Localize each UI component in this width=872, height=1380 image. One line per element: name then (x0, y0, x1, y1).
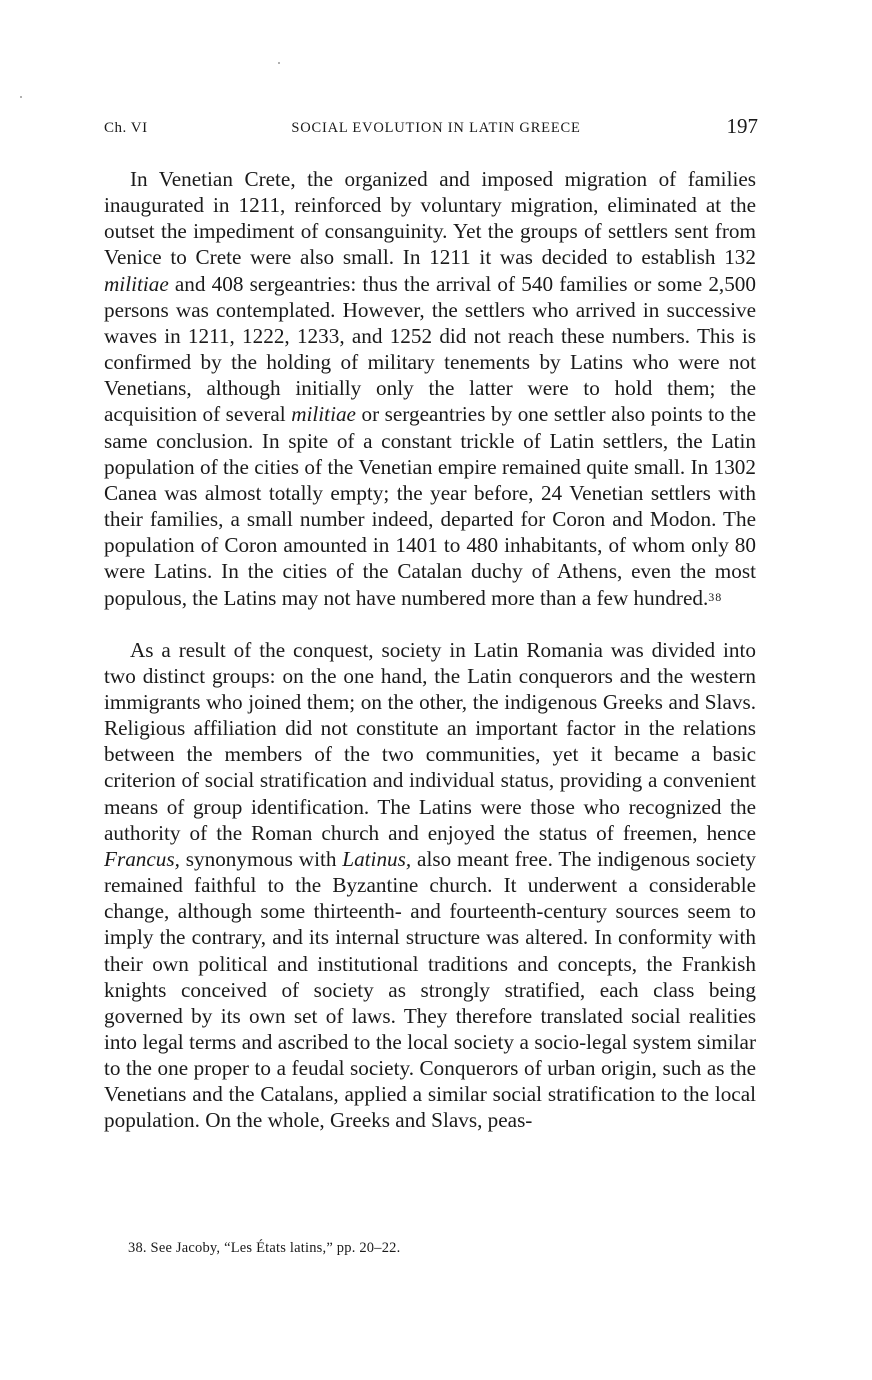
footnote-ref: 38 (708, 589, 723, 604)
running-title: SOCIAL EVOLUTION IN LATIN GREECE (291, 120, 581, 136)
paper-speck (20, 96, 22, 98)
chapter-label: Ch. VI (104, 120, 148, 136)
paragraph (104, 166, 756, 611)
page-number: 197 (726, 114, 758, 138)
running-header (0, 114, 872, 144)
text-run: synonymous with (179, 846, 343, 871)
text-run: or sergeantries by one settler also points to the same conclusion. In spite of a constant trickle of Latin settlers, the Latin population of the cities of the Venetian empire remained quite small. In 1302 Canea was almost totally empty; the year before, 24 Venetian settlers with their families, a small number indeed, departed for Coron and Modon. The population of Coron amounted in 1401 to 480 inhabitants, of whom only 80 were Latins. In the cities of the Catalan duchy of Athens, even the most populous, the Latins may not have numbered more than a few hundred. (104, 402, 756, 610)
italic-term: Latinus, (342, 846, 412, 871)
text-run: and 408 sergeantries: thus the arrival of 540 families or some 2,500 persons was contemplated. However, the settlers who arrived in successive waves in 1211, 1222, 1233, and 1252 did not reach these numbers. This is confirmed by the holding of military tenements by Latins who were not Venetians, although initially only the latter were to hold them; the acquisition of several (104, 271, 756, 427)
paper-speck (278, 62, 280, 64)
text-run: also meant free. The indigenous society remained faithful to the Byzantine church. It underwent a considerable change, although some thirteenth- and fourteenth-century sources seem to imply the contrary, and its internal structure was altered. In conformity with their own political and institutional traditions and concepts, the Frankish knights conceived of society as strongly stratified, each class being governed by its own set of laws. They therefore translated social realities into legal terms and ascribed to the local society a socio-legal system similar to the one proper to a feudal society. Conquerors of urban origin, such as the Venetians and the Catalans, applied a similar social stratification to the local population. On the whole, Greeks and Slavs, peas- (104, 846, 757, 1133)
footnote: 38. See Jacoby, “Les États latins,” pp. 20–22. (128, 1240, 401, 1256)
italic-term: militiae (104, 271, 169, 296)
italic-term: militiae (291, 402, 356, 427)
text-run: As a result of the conquest, society in Latin Romania was divided into two distinct groups: on the one hand, the Latin conquerors and the western immigrants who joined them; on the other, the indigenous Greeks and Slavs. Religious affiliation did not constitute an important factor in the relations between the members of the two communities, yet it became a basic criterion of social stratification and individual status, providing a convenient means of group identification. The Latins were those who recognized the authority of the Roman church and enjoyed the status of freemen, hence (104, 637, 756, 845)
text-run: In Venetian Crete, the organized and imposed migration of families inaugurated in 1211, reinforced by voluntary migration, eliminated at the outset the impediment of consanguinity. Yet the groups of settlers sent from Venice to Crete were also small. In 1211 it was decided to establish 132 (104, 167, 756, 270)
italic-term: Francus, (104, 846, 180, 871)
paragraph (104, 637, 756, 1134)
body-text (104, 166, 756, 1134)
